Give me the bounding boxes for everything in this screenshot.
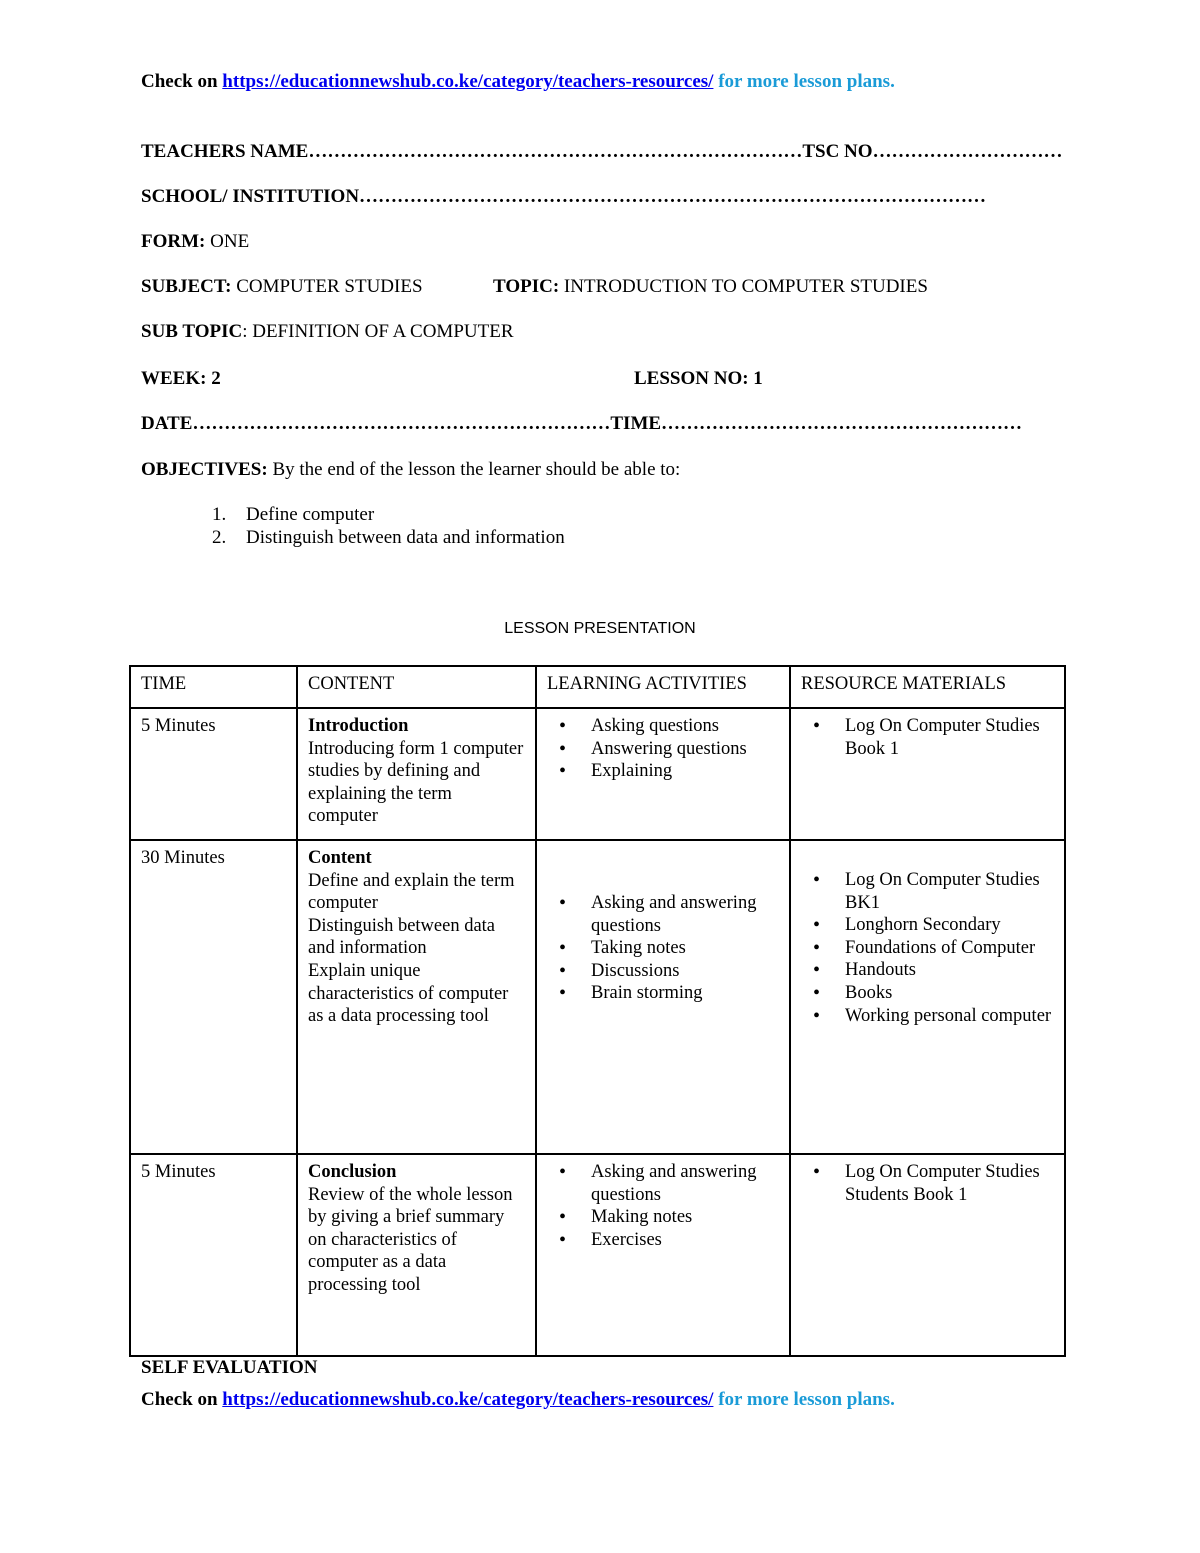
objective-item	[212, 503, 565, 526]
header-activities: LEARNING ACTIVITIES	[536, 666, 790, 708]
content-title: Introduction	[308, 716, 409, 736]
subject-value: COMPUTER STUDIES	[231, 276, 423, 297]
table-row	[130, 840, 1065, 1154]
lesson-no-field: LESSON NO: 1	[634, 368, 763, 389]
activities-cell	[536, 1154, 790, 1356]
objective-text: Define computer	[246, 504, 375, 525]
topic-label: TOPIC:	[493, 276, 560, 297]
footer-suffix: for more lesson plans.	[713, 1389, 895, 1410]
objective-text: Distinguish between data and information	[246, 527, 565, 548]
resource-item: • Longhorn Secondary	[845, 914, 1054, 937]
resource-item: • Log On Computer Studies Book 1	[845, 715, 1054, 760]
activity-item: • Asking questions	[591, 715, 779, 738]
footer-link[interactable]: https://educationnewshub.co.ke/category/teachers-resources/	[222, 1389, 714, 1410]
header-content: CONTENT	[297, 666, 536, 708]
topic-value: INTRODUCTION TO COMPUTER STUDIES	[559, 276, 928, 297]
subject-label: SUBJECT:	[141, 276, 232, 297]
objective-item	[212, 526, 565, 549]
header-resources: RESOURCE MATERIALS	[790, 666, 1065, 708]
form-field	[141, 231, 249, 253]
objective-number: 2.	[212, 527, 227, 548]
content-line: Define and explain the term computer	[308, 870, 515, 914]
content-cell	[297, 708, 536, 840]
content-cell	[297, 840, 536, 1154]
activity-item: • Exercises	[591, 1229, 779, 1252]
time-cell: 5 Minutes	[130, 1154, 297, 1356]
activity-item: • Asking and answering questions	[591, 1161, 779, 1206]
activities-cell	[536, 840, 790, 1154]
subject-field	[141, 276, 423, 298]
header-notice	[141, 71, 895, 93]
time-cell: 30 Minutes	[130, 840, 297, 1154]
school-field: SCHOOL/ INSTITUTION………………………………………………………………………………………	[141, 186, 987, 207]
topic-field	[493, 276, 928, 298]
content-line: Distinguish between data and information	[308, 915, 496, 959]
footer-notice	[141, 1389, 895, 1411]
objectives-value: By the end of the lesson the learner should be able to:	[267, 459, 681, 480]
date-time-field: DATE…………………………………………………………TIME…………………………………………………	[141, 413, 1023, 434]
resources-cell	[790, 1154, 1065, 1356]
header-time: TIME	[130, 666, 297, 708]
table-row	[130, 708, 1065, 840]
objectives-label: OBJECTIVES:	[141, 459, 268, 480]
subtopic-label: SUB TOPIC	[141, 321, 243, 342]
activities-cell	[536, 708, 790, 840]
form-value: ONE	[205, 231, 250, 252]
objectives-list	[212, 503, 565, 549]
activity-item: • Brain storming	[591, 982, 779, 1005]
table-header-row	[130, 666, 1065, 708]
resource-item: • Handouts	[845, 959, 1054, 982]
header-check-prefix: Check on	[141, 71, 223, 92]
time-cell: 5 Minutes	[130, 708, 297, 840]
content-line: Explain unique characteristics of computer as a data processing tool	[308, 960, 509, 1027]
activity-item: • Taking notes	[591, 937, 779, 960]
activity-item: • Discussions	[591, 960, 779, 983]
week-field: WEEK: 2	[141, 368, 221, 389]
resource-item: • Foundations of Computer	[845, 937, 1054, 960]
subtopic-value: : DEFINITION OF A COMPUTER	[242, 321, 514, 342]
self-evaluation: SELF EVALUATION	[141, 1357, 318, 1378]
resource-item: • Working personal computer	[845, 1005, 1054, 1028]
content-title: Content	[308, 848, 372, 868]
table-row	[130, 1154, 1065, 1356]
resource-item: • Books	[845, 982, 1054, 1005]
form-label: FORM:	[141, 231, 206, 252]
content-body: Introducing form 1 computer studies by defining and explaining the term computer	[308, 738, 524, 827]
activity-item: • Making notes	[591, 1206, 779, 1229]
content-cell	[297, 1154, 536, 1356]
activity-item: • Answering questions	[591, 738, 779, 761]
objective-number: 1.	[212, 504, 227, 525]
footer-check-prefix: Check on	[141, 1389, 223, 1410]
header-suffix: for more lesson plans.	[713, 71, 895, 92]
header-link[interactable]: https://educationnewshub.co.ke/category/teachers-resources/	[222, 71, 714, 92]
resources-cell	[790, 840, 1065, 1154]
resource-item: • Log On Computer Studies Students Book 1	[845, 1161, 1054, 1206]
objectives-intro	[141, 459, 680, 481]
table-caption: LESSON PRESENTATION	[504, 620, 696, 637]
content-title: Conclusion	[308, 1162, 397, 1182]
resource-item: • Log On Computer Studies BK1	[845, 869, 1054, 914]
activity-item: • Explaining	[591, 760, 779, 783]
resources-cell	[790, 708, 1065, 840]
subtopic-field	[141, 321, 514, 343]
activity-item: • Asking and answering questions	[591, 892, 779, 937]
content-body: Review of the whole lesson by giving a brief summary on characteristics of computer as a data processing tool	[308, 1184, 513, 1295]
lesson-presentation-table	[129, 665, 1066, 1357]
teachers-name-field: TEACHERS NAME……………………………………………………………………TSC NO…………………………	[141, 141, 1063, 162]
